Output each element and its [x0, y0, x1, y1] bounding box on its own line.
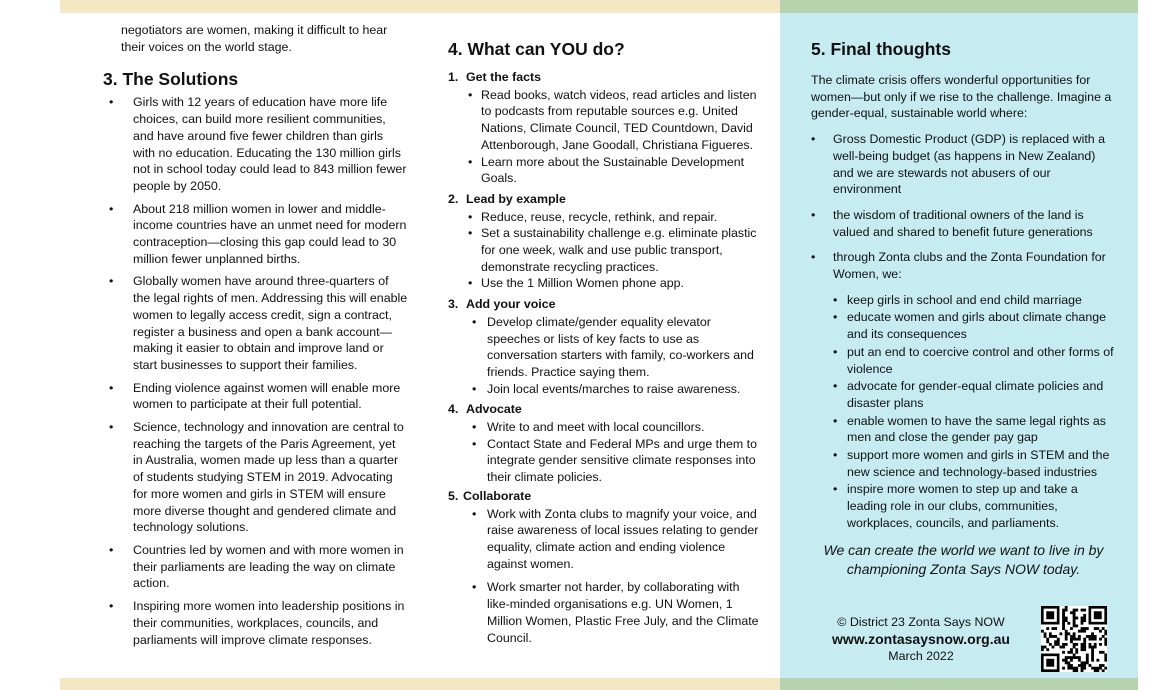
get-the-facts-list: [448, 87, 763, 187]
list-item: [811, 249, 1116, 282]
list-item: • educate women and girls about climate change and its consequences: [811, 309, 1116, 342]
solutions-list: [103, 94, 408, 648]
list-item: • the wisdom of traditional owners of the land is valued and shared to benefit future generations: [811, 207, 1116, 240]
what-can-you-do-heading: 4. What can YOU do?: [448, 39, 625, 59]
section-heading-collaborate: 5. Collaborate: [448, 488, 532, 503]
list-item: • Work with Zonta clubs to magnify your voice, and raise awareness of local issues relating to gender equality, climate action and ending violence against women.: [448, 506, 763, 573]
bottom-band-green: [780, 678, 1138, 690]
collaborate-list: [448, 506, 763, 647]
list-item: • support more women and girls in STEM and the new science and technology-based industries: [811, 447, 1116, 480]
list-item: • keep girls in school and end child marriage: [811, 292, 1116, 309]
list-item: • Work smarter not harder, by collaborating with like-minded organisations e.g. UN Women, 1 Million Women, Plastic Free July, and the Climate Council.: [448, 579, 763, 646]
list-item: • Reduce, reuse, recycle, rethink, and repair.: [448, 209, 763, 226]
list-item: • Inspiring more women into leadership positions in their communities, workplaces, councils, and parliaments will improve climate responses.: [103, 598, 408, 648]
list-item: • Use the 1 Million Women phone app.: [448, 275, 763, 292]
final-thoughts-intro: The climate crisis offers wonderful opportunities for women—but only if we rise to the challenge. Imagine a gender-equal, sustainable world where:: [811, 73, 1112, 121]
lead-by-example-list: [448, 209, 763, 293]
solutions-column: [103, 22, 408, 654]
list-item: • About 218 million women in lower and middle-income countries have an unmet need for modern contraception—closing this gap could lead to 30 million fewer unplanned births.: [103, 201, 408, 268]
advocate-list: [448, 419, 763, 486]
bottom-band-cream: [60, 678, 780, 690]
section-heading-lead-by-example: 2. Lead by example: [448, 191, 566, 206]
list-item: • Develop climate/gender equality elevator speeches or lists of key facts to use as conversation starters with family, co-workers and friends. Practice saying them.: [448, 314, 763, 381]
list-item: • advocate for gender-equal climate policies and disaster plans: [811, 378, 1116, 411]
list-item: • Globally women have around three-quarters of the legal rights of men. Addressing this will enable women to legally access credit, sign a contract, register a business and open a bank account—making it easier to obtain and improve land or start businesses to support their families.: [103, 273, 408, 373]
list-item: • Countries led by women and with more women in their parliaments are leading the way on climate action.: [103, 542, 408, 592]
footer-credits: [811, 614, 1031, 665]
copyright-text: © District 23 Zonta Says NOW: [837, 615, 1005, 629]
qr-code-icon: [1041, 606, 1107, 672]
list-item: • Science, technology and innovation are central to reaching the targets of the Paris Agreement, yet in Australia, women made up less than a quarter of students studying STEM in 2019. Advocating for more women and girls in STEM will ensure more diverse thought and gendered climate and technology solutions.: [103, 419, 408, 536]
date-text: March 2022: [888, 649, 954, 663]
intro-continuation: negotiators are women, making it difficult to hear their voices on the world stage.: [121, 23, 388, 54]
website-link[interactable]: www.zontasaysnow.org.au: [832, 631, 1010, 647]
section-heading-add-your-voice: 3. Add your voice: [448, 297, 556, 312]
final-thoughts-list: [811, 131, 1116, 283]
list-item: • Write to and meet with local councillors.: [448, 419, 763, 436]
list-item: • inspire more women to step up and take a leading role in our clubs, communities, workplaces, councils, and parliaments.: [811, 481, 1116, 531]
list-item: • Read books, watch videos, read articles and listen to podcasts from reputable sources e.g. United Nations, Climate Council, TED Countdown, David Attenborough, Jane Goodall, Christiana Figueres.: [448, 87, 763, 154]
list-item: • Learn more about the Sustainable Development Goals.: [448, 154, 763, 187]
list-item: • Join local events/marches to raise awareness.: [448, 381, 763, 398]
section-heading-advocate: 4. Advocate: [448, 402, 522, 417]
list-item: • Contact State and Federal MPs and urge them to integrate gender sensitive climate responses into their climate policies.: [448, 436, 763, 486]
zonta-actions-list: [811, 292, 1116, 532]
list-item: • put an end to coercive control and other forms of violence: [811, 344, 1116, 377]
final-thoughts-heading: 5. Final thoughts: [811, 39, 951, 59]
list-item: • Set a sustainability challenge e.g. eliminate plastic for one week, walk and use public transport, demonstrate recycling practices.: [448, 225, 763, 275]
closing-statement: We can create the world we want to live in by championing Zonta Says NOW today.: [823, 541, 1104, 577]
list-item-text: through Zonta clubs and the Zonta Foundation for Women, we:: [833, 250, 1106, 282]
list-item: • enable women to have the same legal rights as men and close the gender pay gap: [811, 413, 1116, 446]
top-band-green: [780, 0, 1138, 13]
add-your-voice-list: [448, 314, 763, 398]
what-can-you-do-column: [448, 38, 763, 648]
list-item: • Girls with 12 years of education have more life choices, can build more resilient communities, and have around five fewer children than girls with no education. Educating the 130 million girls not in school today could lead to 843 million fewer people by 2050.: [103, 94, 408, 194]
list-item: • Gross Domestic Product (GDP) is replaced with a well-being budget (as happens in New Zealand) and we are stewards not abusers of our environment: [811, 131, 1116, 198]
list-item: • Ending violence against women will enable more women to participate at their full potential.: [103, 380, 408, 413]
solutions-heading: 3. The Solutions: [103, 69, 239, 90]
top-band-cream: [60, 0, 780, 13]
section-heading-get-the-facts: 1. Get the facts: [448, 70, 542, 84]
final-thoughts-column: [811, 38, 1116, 579]
